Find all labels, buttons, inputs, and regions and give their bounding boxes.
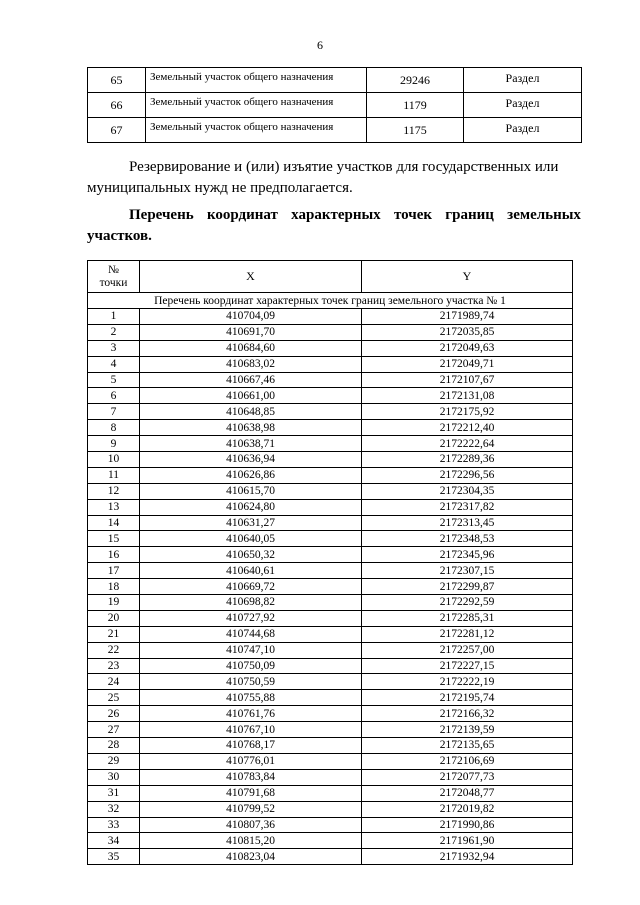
y-value: 2172035,85 bbox=[362, 324, 573, 340]
title-word: Перечень bbox=[129, 207, 194, 223]
point-number: 11 bbox=[88, 467, 140, 483]
x-value: 410631,27 bbox=[140, 515, 362, 531]
coordinate-row bbox=[88, 483, 573, 499]
x-value: 410750,09 bbox=[140, 658, 362, 674]
point-number: 25 bbox=[88, 690, 140, 706]
y-value: 2172304,35 bbox=[362, 483, 573, 499]
x-value: 410648,85 bbox=[140, 404, 362, 420]
y-value: 2172227,15 bbox=[362, 658, 573, 674]
parcel-area: 1179 bbox=[367, 93, 464, 118]
coordinate-row bbox=[88, 309, 573, 325]
x-value: 410783,84 bbox=[140, 769, 362, 785]
parcel-row bbox=[88, 93, 582, 118]
coordinate-row bbox=[88, 674, 573, 690]
point-number: 16 bbox=[88, 547, 140, 563]
y-value: 2172107,67 bbox=[362, 372, 573, 388]
y-value: 2172296,56 bbox=[362, 467, 573, 483]
x-value: 410626,86 bbox=[140, 467, 362, 483]
coordinate-row bbox=[88, 753, 573, 769]
y-value: 2172285,31 bbox=[362, 610, 573, 626]
parcels-table bbox=[87, 67, 582, 143]
coordinate-row bbox=[88, 499, 573, 515]
x-value: 410650,32 bbox=[140, 547, 362, 563]
y-value: 2172077,73 bbox=[362, 769, 573, 785]
header-point-number bbox=[88, 261, 140, 293]
x-value: 410640,61 bbox=[140, 563, 362, 579]
y-value: 2172019,82 bbox=[362, 801, 573, 817]
y-value: 2172139,59 bbox=[362, 722, 573, 738]
y-value: 2172049,63 bbox=[362, 340, 573, 356]
parcel-kind: Раздел bbox=[464, 93, 582, 118]
y-value: 2171990,86 bbox=[362, 817, 573, 833]
y-value: 2172106,69 bbox=[362, 753, 573, 769]
x-value: 410691,70 bbox=[140, 324, 362, 340]
coordinate-row bbox=[88, 817, 573, 833]
parcel-name: Земельный участок общего назначения bbox=[146, 93, 367, 118]
point-number: 7 bbox=[88, 404, 140, 420]
coordinate-row bbox=[88, 547, 573, 563]
coordinate-row bbox=[88, 706, 573, 722]
y-value: 2172281,12 bbox=[362, 626, 573, 642]
point-number: 18 bbox=[88, 579, 140, 595]
y-value: 2172292,59 bbox=[362, 595, 573, 611]
coordinate-row bbox=[88, 340, 573, 356]
coordinate-row bbox=[88, 690, 573, 706]
coordinate-row bbox=[88, 642, 573, 658]
x-value: 410776,01 bbox=[140, 753, 362, 769]
coordinate-row bbox=[88, 785, 573, 801]
y-value: 2172299,87 bbox=[362, 579, 573, 595]
coordinate-row bbox=[88, 324, 573, 340]
x-value: 410823,04 bbox=[140, 849, 362, 865]
parcel-area: 1175 bbox=[367, 118, 464, 143]
coordinate-row bbox=[88, 404, 573, 420]
point-number: 28 bbox=[88, 738, 140, 754]
coordinate-row bbox=[88, 626, 573, 642]
coordinate-row bbox=[88, 563, 573, 579]
y-value: 2171932,94 bbox=[362, 849, 573, 865]
coordinates-table-body bbox=[88, 293, 573, 865]
coordinate-row bbox=[88, 515, 573, 531]
point-number: 21 bbox=[88, 626, 140, 642]
x-value: 410669,72 bbox=[140, 579, 362, 595]
x-value: 410815,20 bbox=[140, 833, 362, 849]
point-number: 2 bbox=[88, 324, 140, 340]
title-word: точек bbox=[393, 207, 433, 223]
coordinate-row bbox=[88, 833, 573, 849]
x-value: 410638,71 bbox=[140, 436, 362, 452]
parcel-number: 65 bbox=[88, 68, 146, 93]
x-value: 410768,17 bbox=[140, 738, 362, 754]
coordinates-table-header bbox=[88, 261, 573, 293]
point-number: 35 bbox=[88, 849, 140, 865]
point-number: 3 bbox=[88, 340, 140, 356]
coordinates-list-title bbox=[87, 205, 581, 247]
page-number: 6 bbox=[317, 38, 323, 52]
x-value: 410807,36 bbox=[140, 817, 362, 833]
y-value: 2172222,64 bbox=[362, 436, 573, 452]
y-value: 2171989,74 bbox=[362, 309, 573, 325]
point-number: 14 bbox=[88, 515, 140, 531]
point-number: 9 bbox=[88, 436, 140, 452]
x-value: 410750,59 bbox=[140, 674, 362, 690]
point-number: 15 bbox=[88, 531, 140, 547]
coordinate-row bbox=[88, 801, 573, 817]
coordinates-subheader: Перечень координат характерных точек границ земельного участка № 1 bbox=[88, 293, 573, 309]
point-number: 17 bbox=[88, 563, 140, 579]
x-value: 410638,98 bbox=[140, 420, 362, 436]
coordinates-table bbox=[87, 260, 573, 865]
x-value: 410747,10 bbox=[140, 642, 362, 658]
header-num-sign: № bbox=[108, 263, 119, 276]
y-value: 2172049,71 bbox=[362, 356, 573, 372]
point-number: 29 bbox=[88, 753, 140, 769]
coordinate-row bbox=[88, 610, 573, 626]
title-word: характерных bbox=[291, 207, 381, 223]
title-word: земельных bbox=[507, 207, 581, 223]
point-number: 1 bbox=[88, 309, 140, 325]
x-value: 410684,60 bbox=[140, 340, 362, 356]
coordinate-row bbox=[88, 595, 573, 611]
parcel-row bbox=[88, 118, 582, 143]
parcel-number: 67 bbox=[88, 118, 146, 143]
y-value: 2172135,65 bbox=[362, 738, 573, 754]
header-y: Y bbox=[362, 261, 573, 293]
coordinate-row bbox=[88, 356, 573, 372]
x-value: 410615,70 bbox=[140, 483, 362, 499]
point-number: 20 bbox=[88, 610, 140, 626]
coordinate-row bbox=[88, 452, 573, 468]
parcels-table-body bbox=[88, 68, 582, 143]
coordinate-row bbox=[88, 849, 573, 865]
parcel-name: Земельный участок общего назначения bbox=[146, 68, 367, 93]
reservation-paragraph: Резервирование и (или) изъятие участков для государственных или муниципальных нужд не предполагается. bbox=[87, 159, 559, 196]
header-x: X bbox=[140, 261, 362, 293]
header-num-word: точки bbox=[99, 276, 128, 289]
x-value: 410636,94 bbox=[140, 452, 362, 468]
y-value: 2172289,36 bbox=[362, 452, 573, 468]
y-value: 2172131,08 bbox=[362, 388, 573, 404]
coordinate-row bbox=[88, 436, 573, 452]
point-number: 19 bbox=[88, 595, 140, 611]
parcel-number: 66 bbox=[88, 93, 146, 118]
y-value: 2172313,45 bbox=[362, 515, 573, 531]
x-value: 410624,80 bbox=[140, 499, 362, 515]
point-number: 24 bbox=[88, 674, 140, 690]
point-number: 10 bbox=[88, 452, 140, 468]
coordinate-row bbox=[88, 722, 573, 738]
coordinate-row bbox=[88, 420, 573, 436]
y-value: 2172212,40 bbox=[362, 420, 573, 436]
coordinate-row bbox=[88, 769, 573, 785]
point-number: 22 bbox=[88, 642, 140, 658]
y-value: 2172348,53 bbox=[362, 531, 573, 547]
y-value: 2172175,92 bbox=[362, 404, 573, 420]
y-value: 2172317,82 bbox=[362, 499, 573, 515]
point-number: 27 bbox=[88, 722, 140, 738]
coordinate-row bbox=[88, 658, 573, 674]
x-value: 410683,02 bbox=[140, 356, 362, 372]
point-number: 23 bbox=[88, 658, 140, 674]
y-value: 2171961,90 bbox=[362, 833, 573, 849]
parcel-area: 29246 bbox=[367, 68, 464, 93]
x-value: 410761,76 bbox=[140, 706, 362, 722]
x-value: 410791,68 bbox=[140, 785, 362, 801]
title-line-2: участков. bbox=[87, 228, 152, 244]
point-number: 13 bbox=[88, 499, 140, 515]
y-value: 2172222,19 bbox=[362, 674, 573, 690]
parcel-kind: Раздел bbox=[464, 118, 582, 143]
x-value: 410799,52 bbox=[140, 801, 362, 817]
x-value: 410767,10 bbox=[140, 722, 362, 738]
coordinate-row bbox=[88, 531, 573, 547]
coordinate-row bbox=[88, 372, 573, 388]
parcel-name: Земельный участок общего назначения bbox=[146, 118, 367, 143]
point-number: 34 bbox=[88, 833, 140, 849]
y-value: 2172166,32 bbox=[362, 706, 573, 722]
point-number: 6 bbox=[88, 388, 140, 404]
point-number: 12 bbox=[88, 483, 140, 499]
coordinates-subheader-row bbox=[88, 293, 573, 309]
title-word: координат bbox=[206, 207, 278, 223]
x-value: 410727,92 bbox=[140, 610, 362, 626]
title-word: границ bbox=[445, 207, 494, 223]
point-number: 5 bbox=[88, 372, 140, 388]
y-value: 2172195,74 bbox=[362, 690, 573, 706]
parcel-row bbox=[88, 68, 582, 93]
y-value: 2172345,96 bbox=[362, 547, 573, 563]
x-value: 410698,82 bbox=[140, 595, 362, 611]
y-value: 2172307,15 bbox=[362, 563, 573, 579]
parcel-kind: Раздел bbox=[464, 68, 582, 93]
coordinate-row bbox=[88, 467, 573, 483]
x-value: 410661,00 bbox=[140, 388, 362, 404]
point-number: 26 bbox=[88, 706, 140, 722]
coordinate-row bbox=[88, 388, 573, 404]
coordinate-row bbox=[88, 579, 573, 595]
x-value: 410704,09 bbox=[140, 309, 362, 325]
title-line-1 bbox=[87, 205, 581, 226]
point-number: 32 bbox=[88, 801, 140, 817]
x-value: 410744,68 bbox=[140, 626, 362, 642]
y-value: 2172048,77 bbox=[362, 785, 573, 801]
point-number: 30 bbox=[88, 769, 140, 785]
coordinate-row bbox=[88, 738, 573, 754]
x-value: 410755,88 bbox=[140, 690, 362, 706]
y-value: 2172257,00 bbox=[362, 642, 573, 658]
point-number: 33 bbox=[88, 817, 140, 833]
point-number: 4 bbox=[88, 356, 140, 372]
point-number: 31 bbox=[88, 785, 140, 801]
x-value: 410640,05 bbox=[140, 531, 362, 547]
point-number: 8 bbox=[88, 420, 140, 436]
x-value: 410667,46 bbox=[140, 372, 362, 388]
